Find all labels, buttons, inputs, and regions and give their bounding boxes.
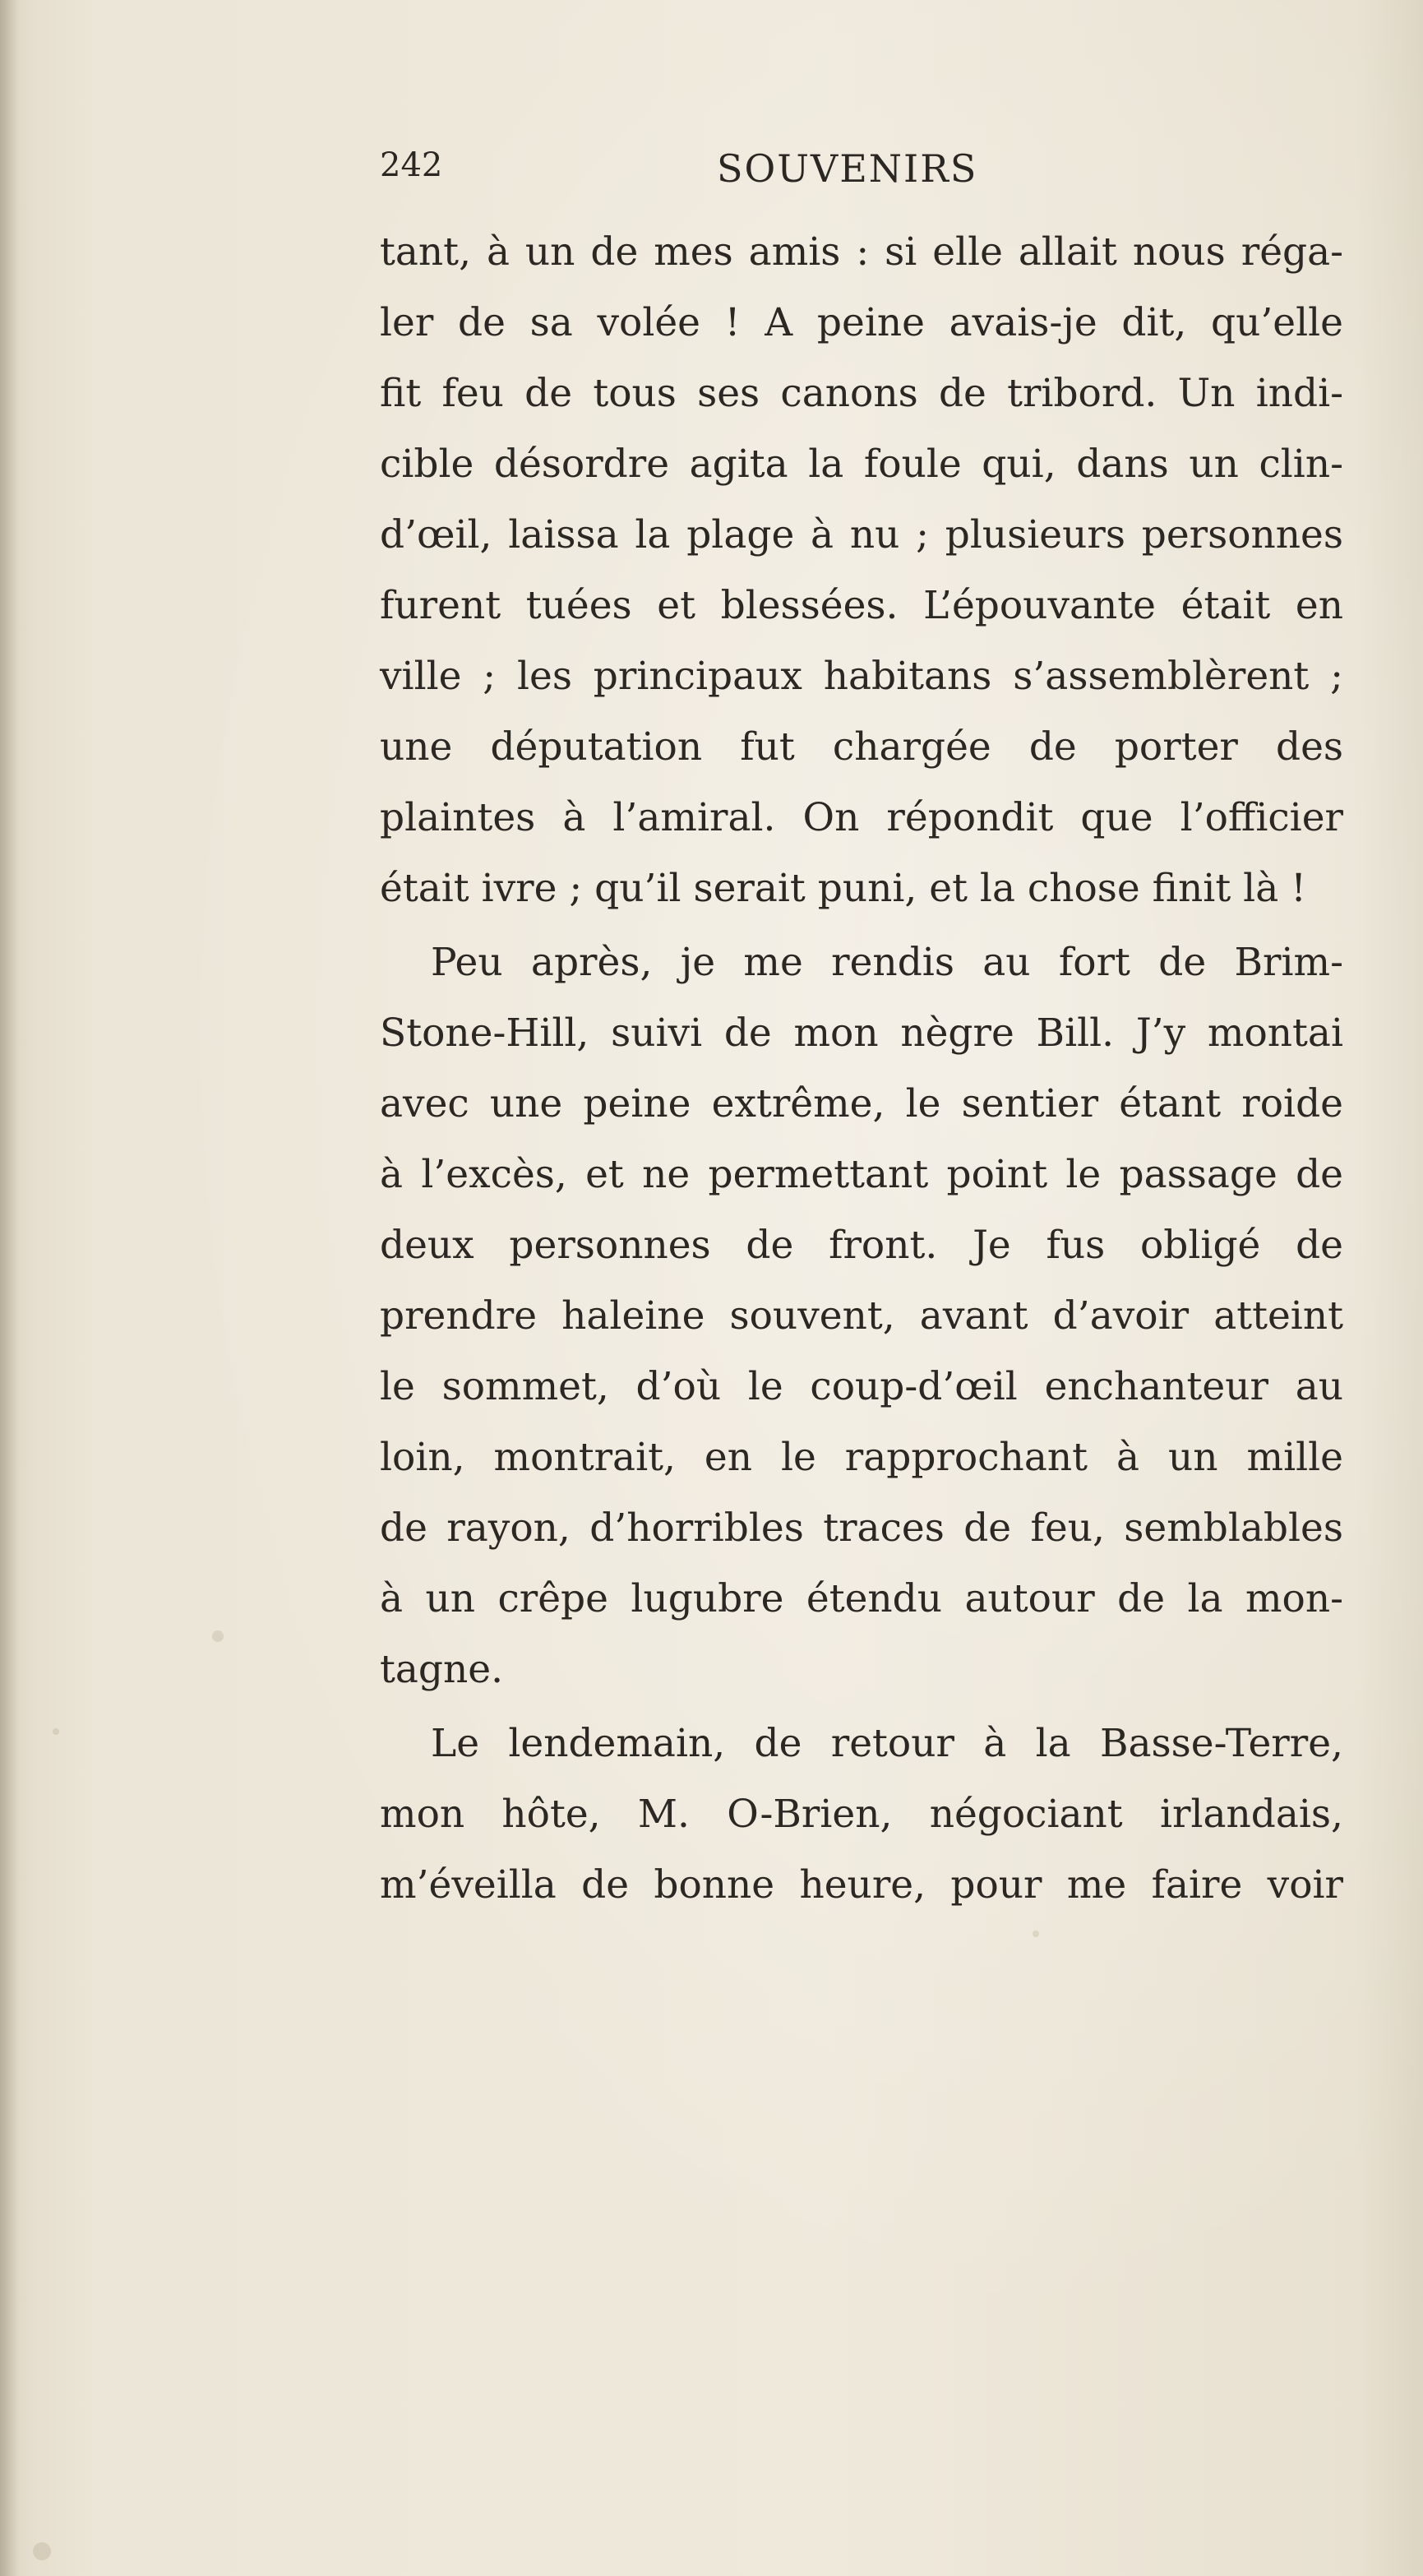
text-line: fit feu de tous ses canons de tribord. Un indi- [380, 371, 1343, 416]
text-line: tant, à un de mes amis : si elle allait nous réga- [380, 229, 1343, 275]
text-line: Stone-Hill, suivi de mon nègre Bill. J’y montai [380, 1011, 1343, 1056]
text-line: m’éveilla de bonne heure, pour me faire voir [380, 1862, 1343, 1908]
text-line: avec une peine extrême, le sentier étant roide [380, 1081, 1343, 1126]
page-number: 242 [380, 146, 443, 184]
paper-spot [212, 1630, 224, 1642]
text-line: le sommet, d’où le coup-d’œil enchanteur au [380, 1364, 1343, 1409]
text-line: ville ; les principaux habitans s’assemblèrent ; [380, 654, 1343, 699]
text-line: d’œil, laissa la plage à nu ; plusieurs personnes [380, 512, 1343, 557]
text-line: plaintes à l’amiral. On répondit que l’officier [380, 795, 1343, 840]
text-line: ler de sa volée ! A peine avais-je dit, qu’elle [380, 300, 1343, 345]
text-line: était ivre ; qu’il serait puni, et la chose finit là ! [380, 866, 1307, 911]
text-line: une députation fut chargée de porter des [380, 724, 1343, 770]
paper-spot [1033, 1931, 1039, 1937]
text-line: loin, montrait, en le rapprochant à un mille [380, 1435, 1343, 1480]
binding-shadow [0, 0, 18, 2576]
text-line: tagne. [380, 1647, 504, 1692]
paper-spot [33, 2542, 51, 2560]
text-line: de rayon, d’horribles traces de feu, semblables [380, 1505, 1343, 1551]
page-header [380, 146, 1029, 204]
text-line: cible désordre agita la foule qui, dans un clin- [380, 442, 1343, 487]
text-line: furent tuées et blessées. L’épouvante était en [380, 583, 1343, 628]
paper-spot [53, 1728, 59, 1735]
running-head: SOUVENIRS [717, 146, 978, 191]
text-line: prendre haleine souvent, avant d’avoir atteint [380, 1293, 1343, 1339]
paragraph-first-line: Le lendemain, de retour à la Basse-Terre, [431, 1721, 1343, 1766]
paragraph-first-line: Peu après, je me rendis au fort de Brim- [431, 940, 1343, 985]
text-line: à l’excès, et ne permettant point le passage de [380, 1152, 1343, 1197]
text-line: mon hôte, M. O-Brien, négociant irlandais, [380, 1792, 1343, 1837]
text-line: à un crêpe lugubre étendu autour de la mon- [380, 1576, 1343, 1621]
text-line: deux personnes de front. Je fus obligé de [380, 1223, 1343, 1268]
